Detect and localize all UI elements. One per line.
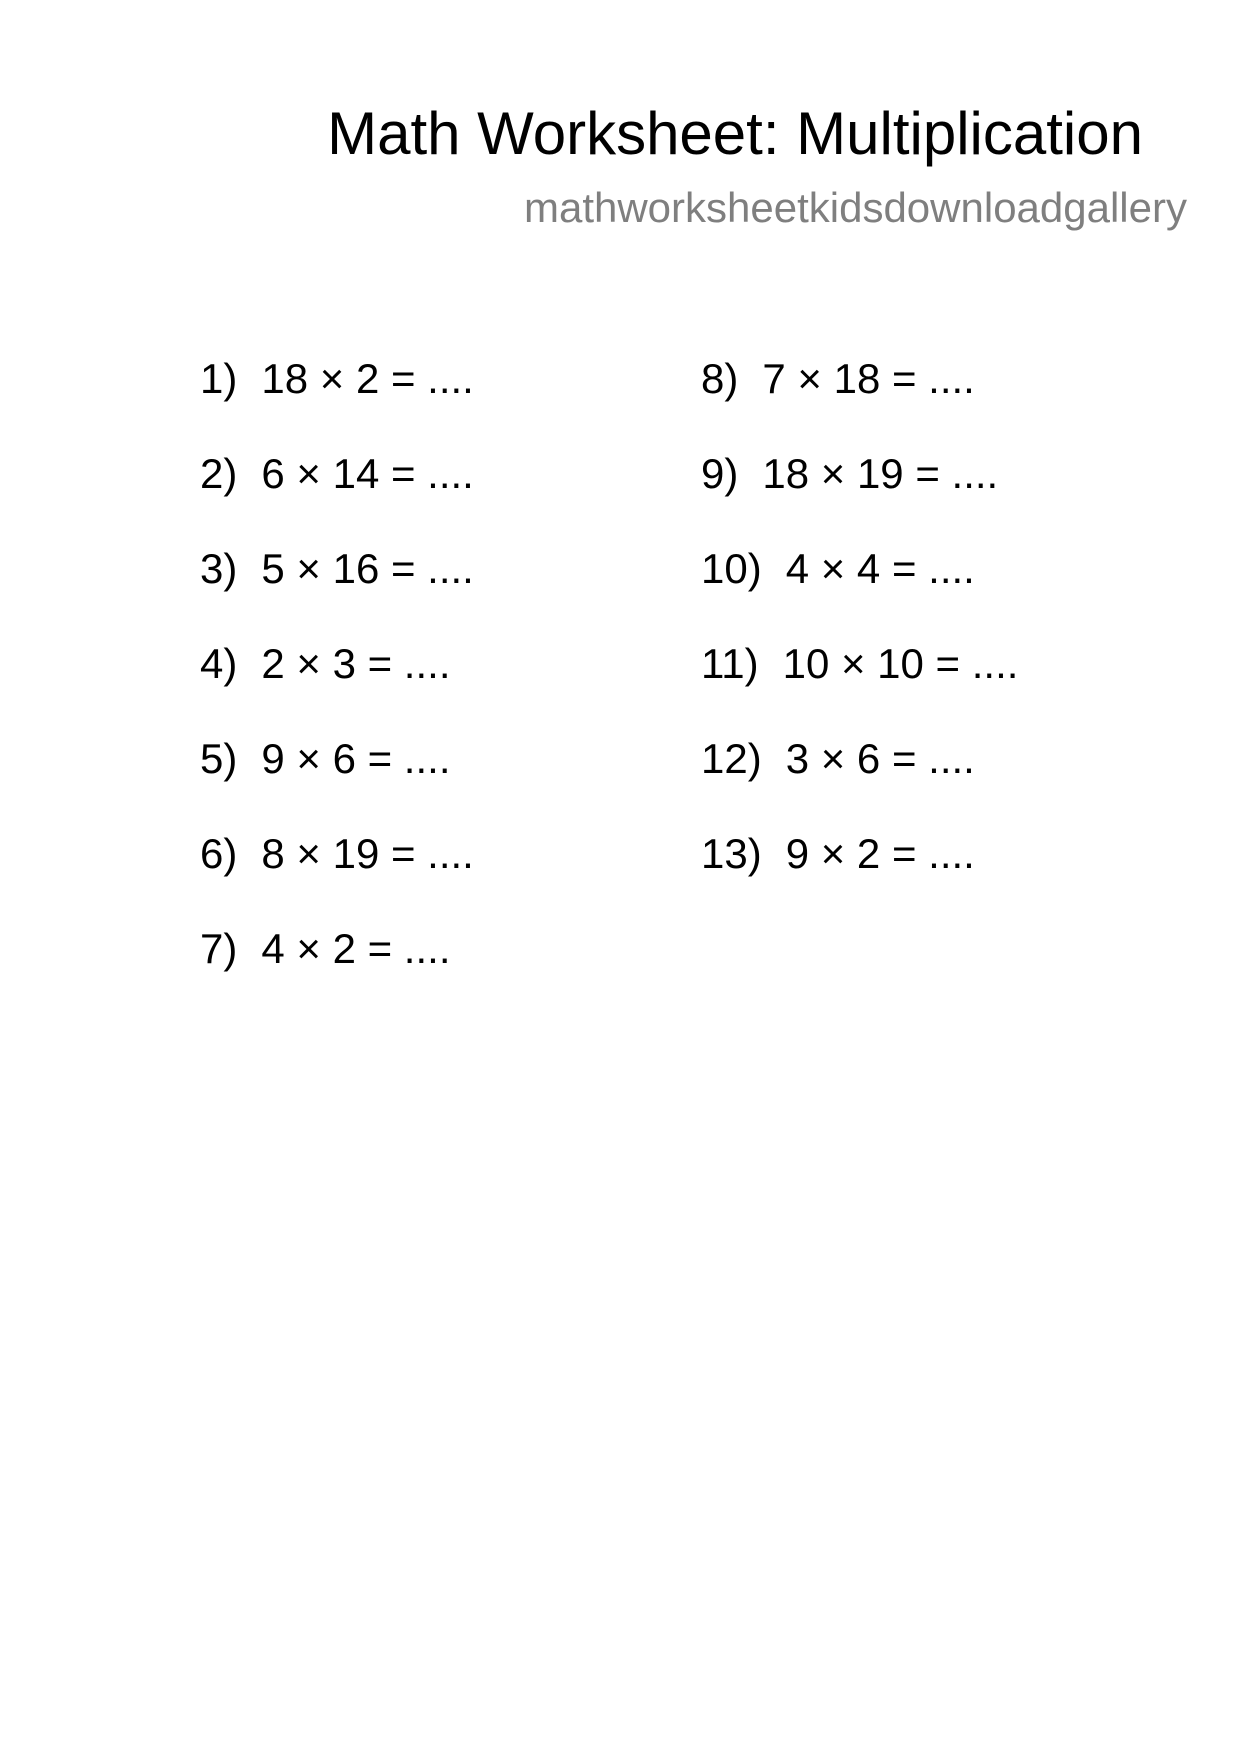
page-title: Math Worksheet: Multiplication — [327, 100, 1143, 167]
problem-number: 6) — [200, 830, 238, 877]
problem-expression: 18 × 2 = .... — [261, 355, 474, 402]
problem-number: 10) — [701, 545, 762, 592]
problem-expression: 3 × 6 = .... — [785, 735, 975, 782]
problem-number: 4) — [200, 640, 238, 687]
problem-expression: 9 × 6 = .... — [261, 735, 451, 782]
problem-1 — [200, 349, 474, 444]
problem-expression: 10 × 10 = .... — [782, 640, 1019, 687]
problem-number: 7) — [200, 925, 238, 972]
problem-expression: 6 × 14 = .... — [261, 450, 474, 497]
problem-expression: 8 × 19 = .... — [261, 830, 474, 877]
problem-column-right — [701, 349, 1018, 919]
problem-8 — [701, 349, 1018, 444]
problem-number: 3) — [200, 545, 238, 592]
problem-11 — [701, 634, 1018, 729]
problem-column-left — [200, 349, 474, 1014]
problem-expression: 4 × 4 = .... — [785, 545, 975, 592]
problem-expression: 7 × 18 = .... — [762, 355, 975, 402]
problem-13 — [701, 824, 1018, 919]
problem-number: 2) — [200, 450, 238, 497]
problem-5 — [200, 729, 474, 824]
problem-6 — [200, 824, 474, 919]
problem-expression: 2 × 3 = .... — [261, 640, 451, 687]
problem-9 — [701, 444, 1018, 539]
problem-3 — [200, 539, 474, 634]
problem-2 — [200, 444, 474, 539]
problem-number: 8) — [701, 355, 739, 402]
problem-number: 5) — [200, 735, 238, 782]
problem-number: 1) — [200, 355, 238, 402]
problem-expression: 5 × 16 = .... — [261, 545, 474, 592]
page-subtitle: mathworksheetkidsdownloadgallery — [523, 184, 1187, 231]
problem-12 — [701, 729, 1018, 824]
problem-number: 11) — [701, 640, 759, 687]
problem-expression: 4 × 2 = .... — [261, 925, 451, 972]
problem-expression: 18 × 19 = .... — [762, 450, 999, 497]
problem-number: 9) — [701, 450, 739, 497]
problem-number: 13) — [701, 830, 762, 877]
problem-4 — [200, 634, 474, 729]
problem-10 — [701, 539, 1018, 634]
problem-number: 12) — [701, 735, 762, 782]
problem-7 — [200, 919, 474, 1014]
problem-expression: 9 × 2 = .... — [785, 830, 975, 877]
